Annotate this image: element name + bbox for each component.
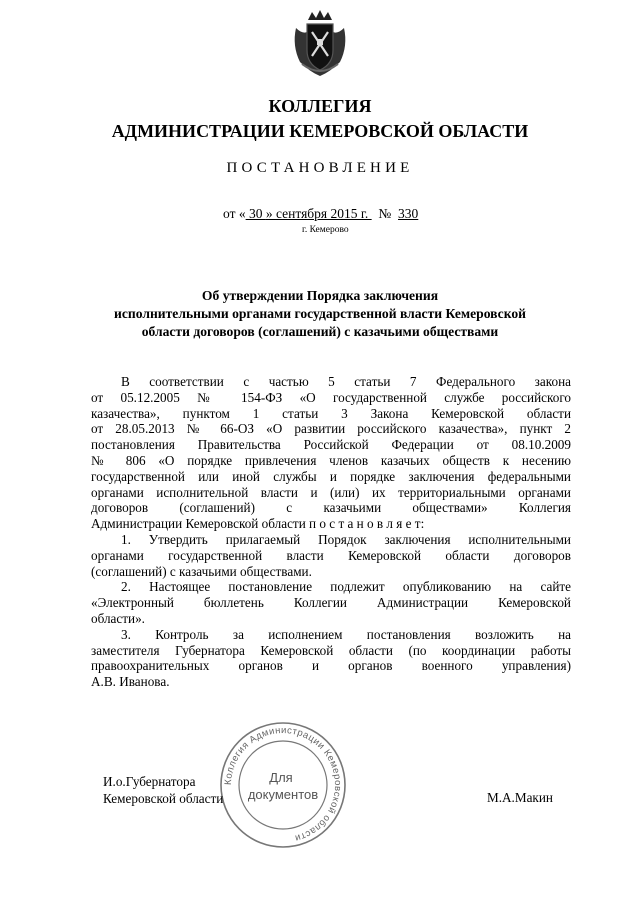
body-line: области». [91,610,145,626]
body-line: органами исполнительной власти и (или) их территориальными органами [91,484,571,500]
body-line: казачества», пунктом 1 статьи 3 Закона Кемеровской области [91,405,571,421]
stamp-center-line1: Для [269,770,293,785]
signatory-title-line2: Кемеровской области [103,791,224,806]
subject-line-1: Об утверждении Порядка заключения [201,288,439,303]
body-line: 1. Утвердить прилагаемый Порядок заключения исполнительными [121,531,571,547]
date-mid: » [265,206,276,221]
org-name-line1: КОЛЛЕГИЯ [268,96,372,116]
stamp-center-line2: документов [247,787,319,802]
signatory-title [103,773,223,807]
date-day: 30 [245,206,266,221]
number-sign: № [371,206,399,221]
body-line: постановления Правительства Российской Федерации от 08.10.2009 [91,437,571,453]
body-line: заместителя Губернатора Кемеровской области (по координации работы [91,642,571,658]
body-line: от 28.05.2013 № 66-ОЗ «О развитии российского казачества», пункт 2 [91,421,571,437]
subject-line-3: области договоров (соглашений) с казачьими обществами [141,324,499,339]
seal-stamp [218,720,348,850]
body-line: 2. Настоящее постановление подлежит опубликованию на сайте [121,579,571,595]
document-body [91,374,571,690]
body-line: (соглашений) с казачьими обществами. [91,563,312,579]
body-line: «Электронный бюллетень Коллегии Администрации Кемеровской [91,595,571,611]
signatory-title-line1: И.о.Губернатора [103,774,196,789]
body-line: № 806 «О порядке привлечения членов казачьих обществ к несению [91,452,571,468]
coat-of-arms-icon [290,6,350,78]
body-line: правоохранительных органов и органов военного управления) [91,658,571,674]
document-city: г. Кемерово [302,225,349,235]
signatory-name: М.А.Макин [487,790,553,805]
stamp-ring-text: Коллегия Администрации Кемеровской области [222,724,344,844]
document-dateline [223,206,418,222]
body-line: договоров (соглашений) с казачьими обществами» Коллегия [91,500,571,516]
date-prefix: от « [223,206,246,221]
subject-line-2: исполнительными органами государственной власти Кемеровской [114,306,526,321]
body-line: В соответствии с частью 5 статьи 7 Федерального закона [121,374,571,389]
date-month-year: сентября 2015 г. [275,206,372,221]
body-line: государственной или иной службы и порядке заключения федеральными [91,468,571,484]
document-number: 330 [398,206,419,221]
document-subject [60,287,580,341]
document-type: ПОСТАНОВЛЕНИЕ [226,160,414,176]
body-line: Администрации Кемеровской области п о с т а н о в л я е т: [91,516,425,532]
org-name-line2: АДМИНИСТРАЦИИ КЕМЕРОВСКОЙ ОБЛАСТИ [111,121,529,141]
body-line: от 05.12.2005 № 154-ФЗ «О государственной службе российского [91,389,571,405]
body-line: 3. Контроль за исполнением постановления возложить на [121,626,571,642]
body-line: А.В. Иванова. [91,674,170,690]
body-line: органами государственной власти Кемеровской области договоров [91,547,571,563]
